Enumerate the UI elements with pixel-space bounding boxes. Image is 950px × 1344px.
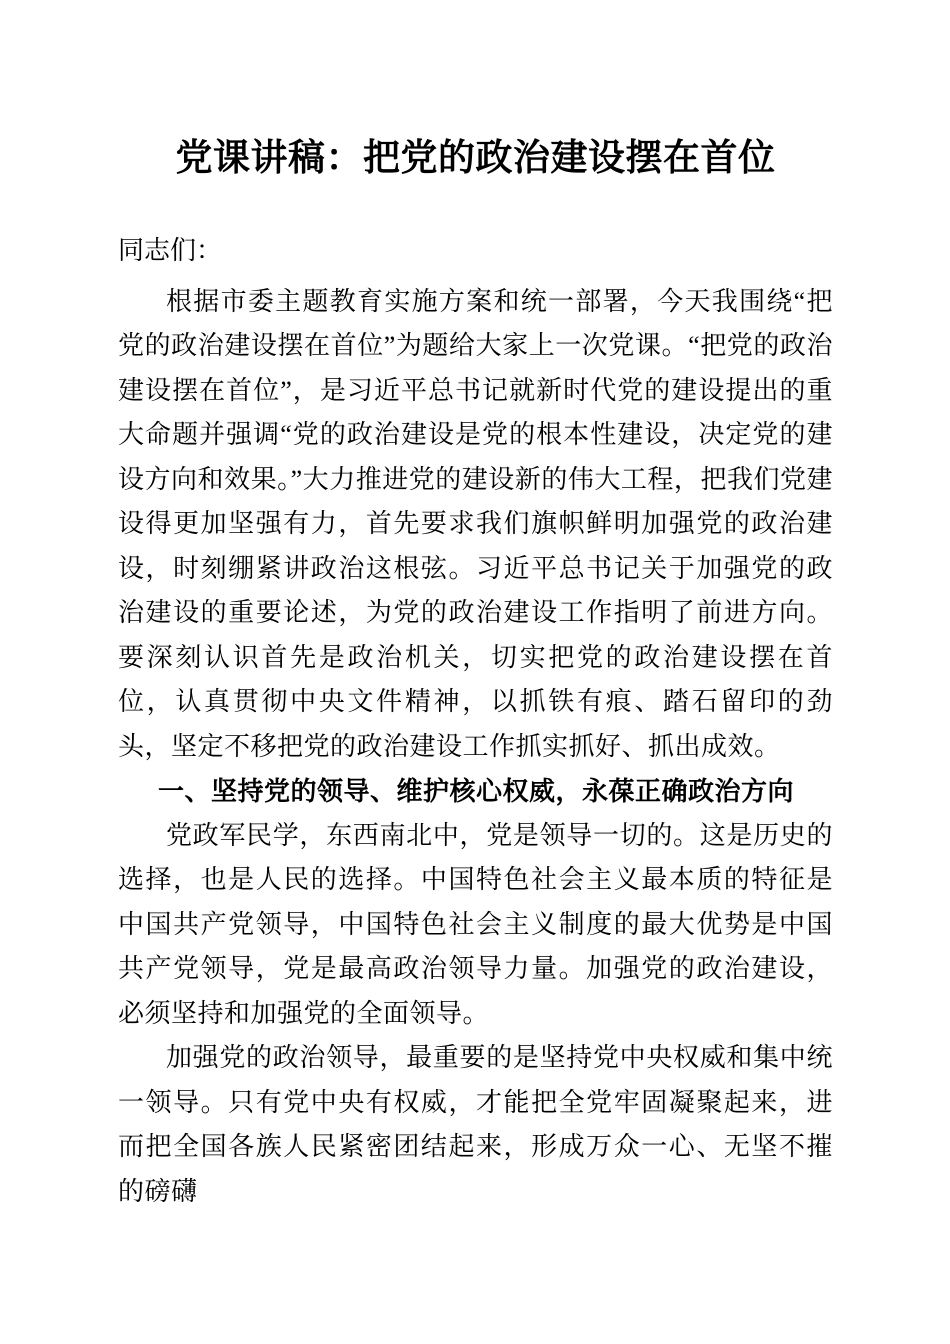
document-title: 党课讲稿：把党的政治建设摆在首位 (175, 138, 776, 179)
salutation: 同志们： (118, 236, 223, 265)
section1-paragraph: 党政军民学，东西南北中，党是领导一切的。这是历史的选择，也是人民的选择。中国特色社会主义最本质的特征是中国共产党领导，中国特色社会主义制度的最大优势是中国共产党领导，党是最高政治领导力量。加强党的政治建设，必须坚持和加强党的全面领导。 (118, 820, 833, 1028)
section1-paragraph: 加强党的政治领导，最重要的是坚持党中央权威和集中统一领导。只有党中央有权威，才能把全党牢固凝聚起来，进而把全国各族人民紧密团结起来，形成万众一心、无坚不摧的磅礴 (118, 1043, 833, 1206)
section-heading-1: 一、坚持党的领导、维护核心权威，永葆正确政治方向 (158, 776, 795, 806)
intro-paragraph: 根据市委主题教育实施方案和统一部署，今天我围绕“把党的政治建设摆在首位”为题给大家上一次党课。“把党的政治建设摆在首位”，是习近平总书记就新时代党的建设提出的重大命题并强调“党的政治建设是党的根本性建设，决定党的建设方向和效果。”大力推进党的建设新的伟大工程，把我们党建设得更加坚强有力，首先要求我们旗帜鲜明加强党的政治建设，时刻绷紧讲政治这根弦。习近平总书记关于加强党的政治建设的重要论述，为党的政治建设工作指明了前进方向。要深刻认识首先是政治机关，切实把党的政治建设摆在首位，认真贯彻中央文件精神，以抓铁有痕、踏石留印的劲头，坚定不移把党的政治建设工作抓实抓好、抓出成效。 (118, 286, 833, 761)
